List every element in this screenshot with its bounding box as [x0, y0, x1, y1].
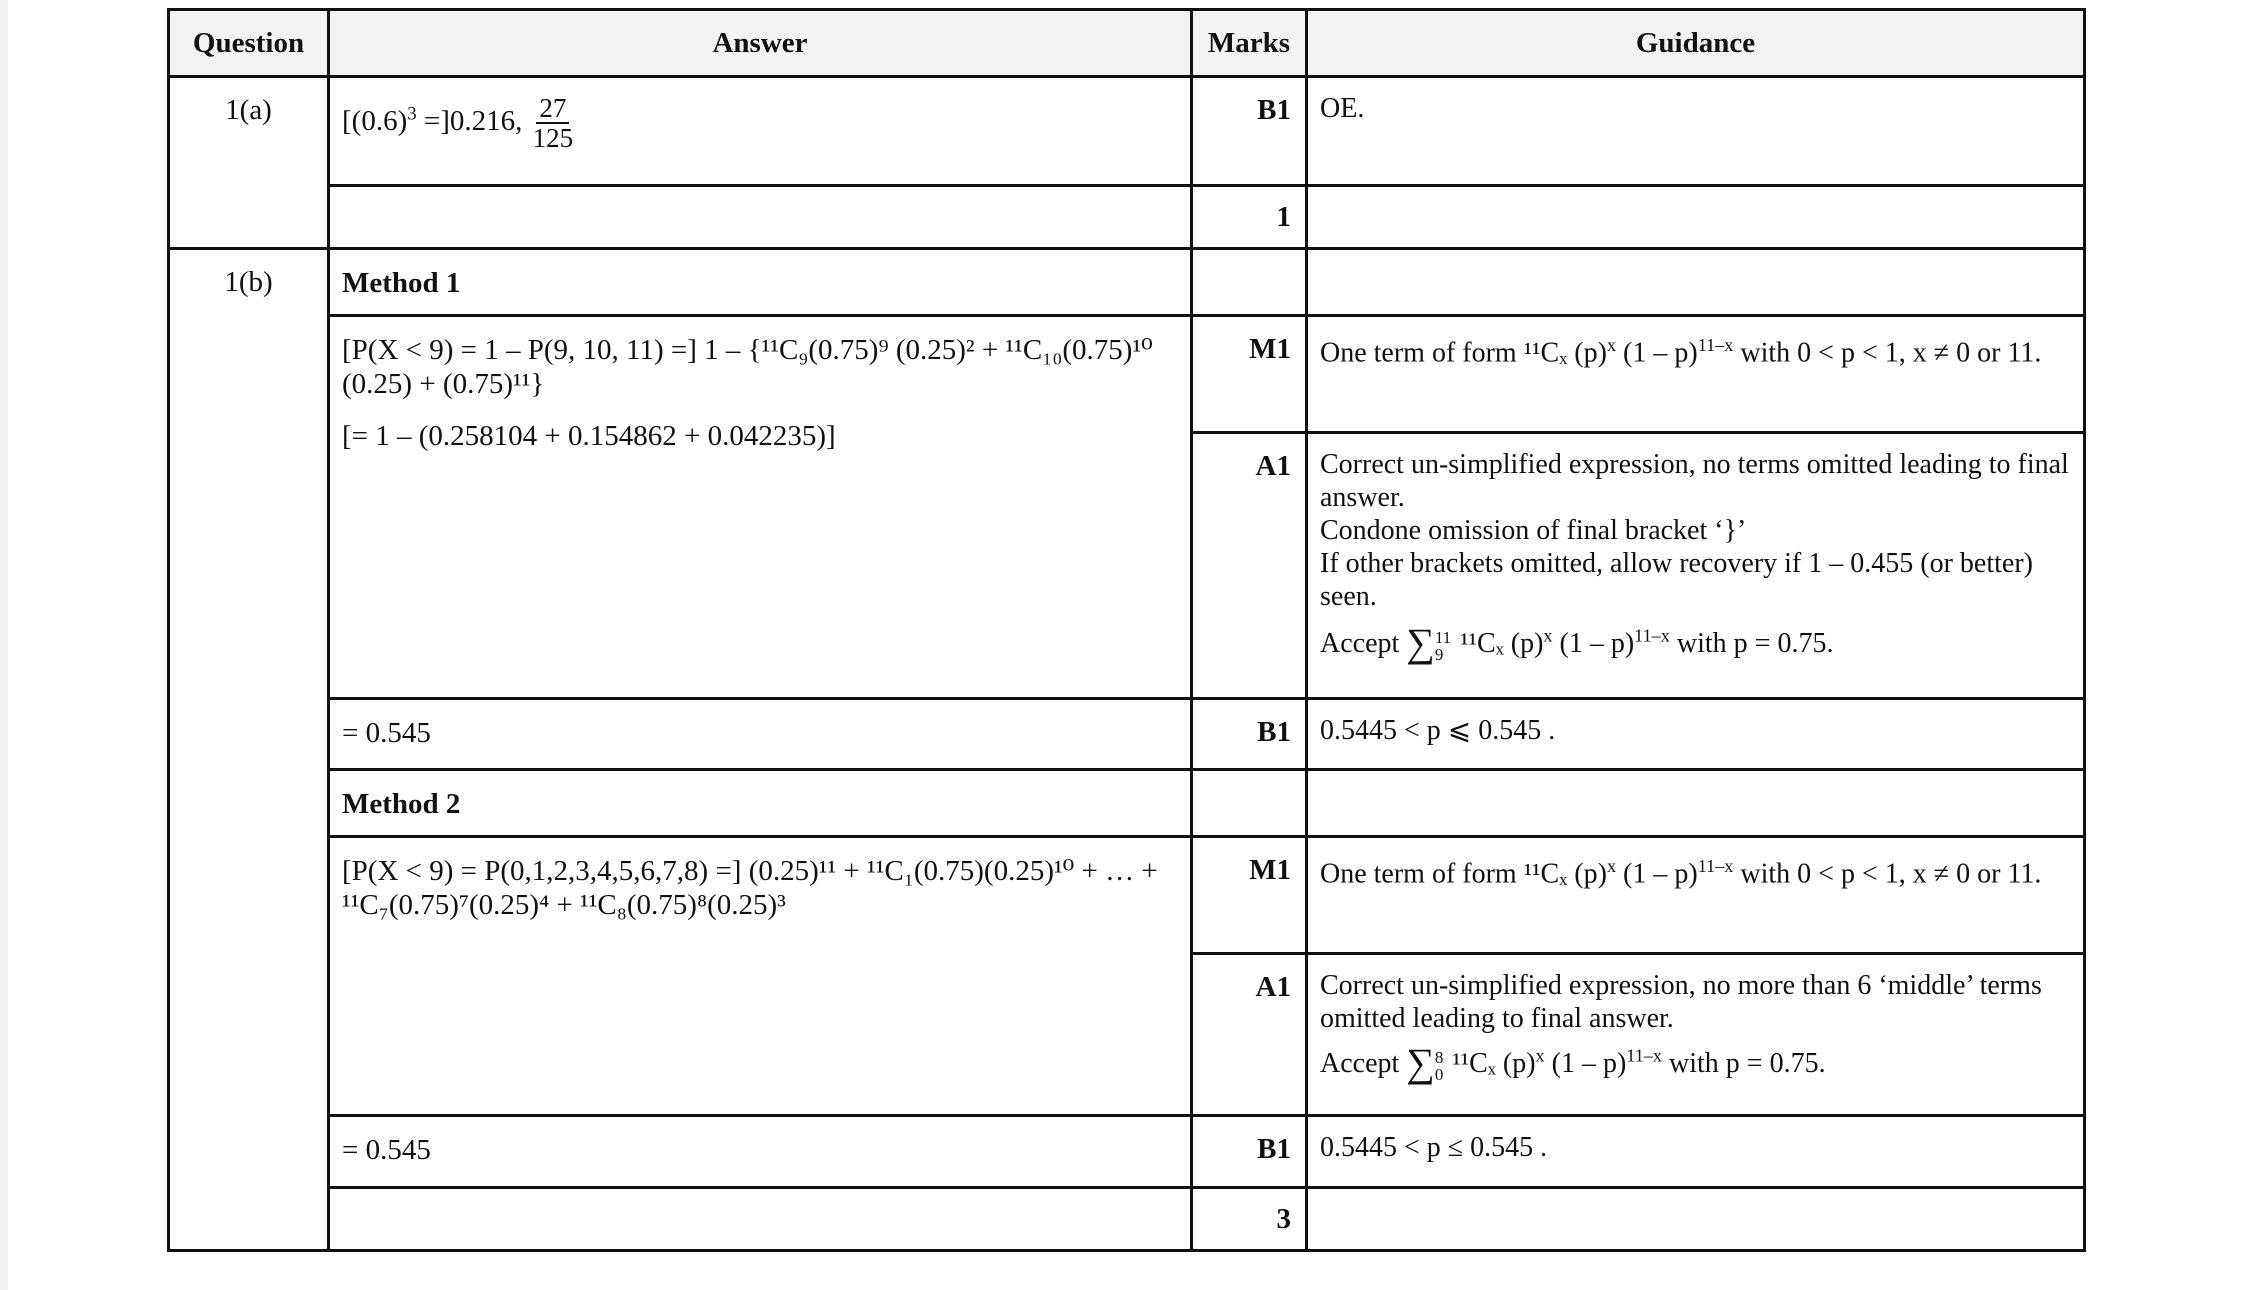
mark-scheme-page — [167, 8, 2086, 1252]
method1-step1: [P(X < 9) = 1 – P(9, 10, 11) =] 1 – {¹¹C₉(0.75)⁹ (0.25)² + ¹¹C₁₀(0.75)¹⁰ (0.25) + (0.75)¹¹} — [342, 334, 1153, 401]
total-marks-1b: 3 — [1192, 1188, 1307, 1251]
guidance-line — [1320, 619, 2071, 666]
table-row — [169, 1188, 2085, 1251]
method1-step2: [= 1 – (0.258104 + 0.154862 + 0.042235)] — [342, 420, 836, 453]
guidance-line: Correct un-simplified expression, no more than 6 ‘middle’ terms omitted leading to final answer. — [1320, 970, 2042, 1035]
answer-1a-pre: [(0.6) — [342, 105, 408, 137]
question-label-1a: 1(a) — [169, 77, 329, 249]
guidance-1a: OE. — [1307, 77, 2085, 186]
guidance-empty-cell — [1307, 1188, 2085, 1251]
guidance-superscript: x — [1606, 335, 1617, 355]
summation-upper: 11 — [1434, 627, 1452, 647]
guidance-text: (1 – p) — [1544, 1048, 1627, 1080]
fraction-numerator: 27 — [536, 94, 569, 124]
guidance-text: One term of form ¹¹Cₓ (p) — [1320, 858, 1607, 890]
guidance-text: One term of form ¹¹Cₓ (p) — [1320, 337, 1607, 369]
answer-empty-cell — [329, 1188, 1192, 1251]
method2-step1-guidance — [1307, 837, 2085, 954]
guidance-superscript: 11–x — [1634, 625, 1670, 646]
table-row — [169, 837, 2085, 954]
summation-symbol: ∑ — [1406, 1040, 1435, 1086]
method1-step2-mark: A1 — [1192, 433, 1307, 699]
summation-lower: 9 — [1434, 644, 1444, 664]
guidance-superscript: 11–x — [1626, 1045, 1662, 1066]
guidance-text: (1 – p) — [1616, 337, 1698, 369]
method2-step2-guidance — [1307, 954, 2085, 1116]
summation-upper: 8 — [1434, 1047, 1444, 1067]
spacer — [342, 401, 1178, 419]
summation-symbol: ∑ — [1406, 620, 1435, 666]
table-row — [169, 77, 2085, 186]
method2-working-cell — [329, 837, 1192, 1116]
header-answer: Answer — [329, 10, 1192, 77]
guidance-superscript: x — [1543, 625, 1553, 646]
answer-1a-fraction — [530, 94, 577, 153]
guidance-text: with p = 0.75. — [1662, 1048, 1826, 1080]
guidance-line: Condone omission of final bracket ‘}’ — [1320, 515, 1747, 547]
table-row — [169, 249, 2085, 316]
question-label-1b: 1(b) — [169, 249, 329, 1251]
method2-result-guidance: 0.5445 < p ≤ 0.545 . — [1307, 1116, 2085, 1188]
answer-1a-mid: =]0.216, — [416, 105, 530, 137]
answer-empty-cell — [329, 186, 1192, 249]
summation-limits — [1435, 1049, 1444, 1083]
guidance-line: Correct un-simplified expression, no terms omitted leading to final answer. — [1320, 449, 2069, 514]
table-row — [169, 316, 2085, 433]
guidance-text: with 0 < p < 1, x ≠ 0 or 11. — [1733, 337, 2042, 369]
summation-lower: 0 — [1434, 1064, 1444, 1084]
fraction-denominator: 125 — [532, 123, 574, 154]
guidance-line: If other brackets omitted, allow recovery if 1 – 0.455 (or better) seen. — [1320, 548, 2033, 613]
method2-step1: [P(X < 9) = P(0,1,2,3,4,5,6,7,8) =] (0.25)¹¹ + ¹¹C₁(0.75)(0.25)¹⁰ + … + ¹¹C₇(0.75)⁷(0.25)⁴ + ¹¹C₈(0.75)⁸(0.25)³ — [342, 855, 1158, 922]
guidance-empty-cell — [1307, 249, 2085, 316]
guidance-text: Accept — [1320, 1048, 1400, 1080]
method2-result-mark: B1 — [1192, 1116, 1307, 1188]
guidance-line — [1320, 1039, 2071, 1086]
guidance-superscript: 11–x — [1697, 335, 1734, 355]
answer-cell-1a — [329, 77, 1192, 186]
guidance-superscript: x — [1606, 856, 1617, 876]
guidance-superscript: x — [1535, 1045, 1545, 1066]
mark-scheme-table — [167, 8, 2086, 1252]
answer-1a-power: 3 — [407, 103, 417, 125]
method1-result-guidance: 0.5445 < p ⩽ 0.545 . — [1307, 699, 2085, 770]
guidance-text: ¹¹Cₓ (p) — [1453, 628, 1544, 660]
header-marks: Marks — [1192, 10, 1307, 77]
table-row — [169, 699, 2085, 770]
method2-step1-mark: M1 — [1192, 837, 1307, 954]
method1-title: Method 1 — [329, 249, 1192, 316]
total-marks-1a: 1 — [1192, 186, 1307, 249]
method2-title: Method 2 — [329, 770, 1192, 837]
header-guidance: Guidance — [1307, 10, 2085, 77]
method1-step2-guidance — [1307, 433, 2085, 699]
method1-working-cell — [329, 316, 1192, 699]
guidance-text: Accept — [1320, 628, 1400, 660]
method1-result: = 0.545 — [329, 699, 1192, 770]
guidance-text: (1 – p) — [1552, 628, 1635, 660]
table-row — [169, 1116, 2085, 1188]
guidance-empty-cell — [1307, 770, 2085, 837]
guidance-text: (1 – p) — [1616, 858, 1698, 890]
method1-step1-mark: M1 — [1192, 316, 1307, 433]
table-row — [169, 770, 2085, 837]
guidance-text: ¹¹Cₓ (p) — [1445, 1048, 1536, 1080]
method2-step2-mark: A1 — [1192, 954, 1307, 1116]
guidance-text: with 0 < p < 1, x ≠ 0 or 11. — [1733, 858, 2042, 890]
method1-step1-guidance — [1307, 316, 2085, 433]
left-margin-strip — [0, 0, 8, 1290]
guidance-superscript: 11–x — [1697, 856, 1734, 876]
guidance-empty-cell — [1307, 186, 2085, 249]
header-row — [169, 10, 2085, 77]
method2-result: = 0.545 — [329, 1116, 1192, 1188]
header-question: Question — [169, 10, 329, 77]
table-row — [169, 186, 2085, 249]
mark-empty-cell — [1192, 249, 1307, 316]
mark-1a: B1 — [1192, 77, 1307, 186]
guidance-text: with p = 0.75. — [1669, 628, 1834, 660]
method1-result-mark: B1 — [1192, 699, 1307, 770]
mark-empty-cell — [1192, 770, 1307, 837]
summation-limits — [1435, 629, 1451, 663]
